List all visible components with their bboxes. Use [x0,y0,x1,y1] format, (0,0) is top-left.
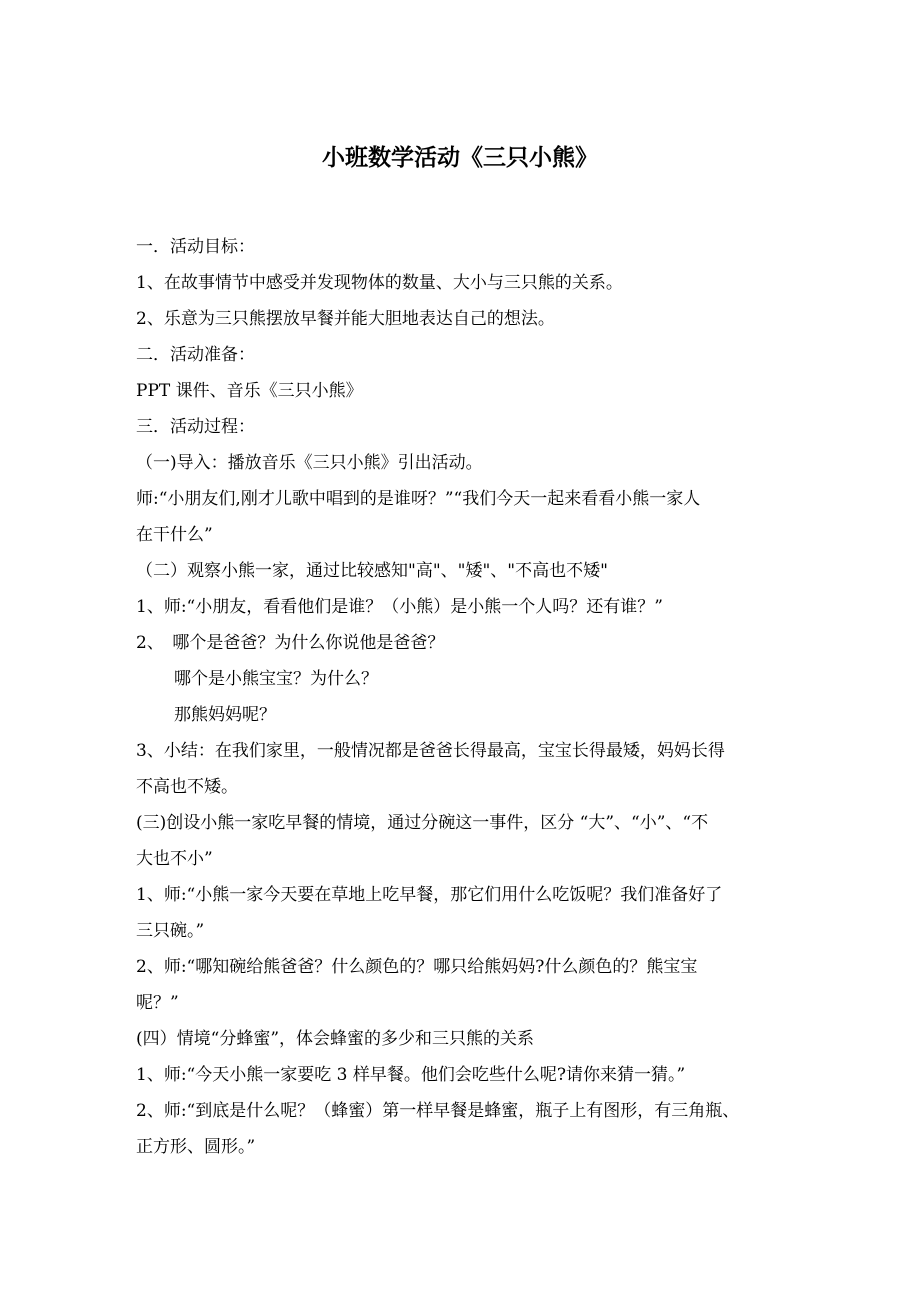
goal-item-1: 1、在故事情节中感受并发现物体的数量、大小与三只熊的关系。 [136,273,623,293]
preparation-text: PPT 课件、音乐《三只小熊》 [136,381,363,401]
section-heading-goals: 一．活动目标： [136,237,255,257]
paragraph-line: 1、师:“小熊一家今天要在草地上吃早餐，那它们用什么吃饭呢？我们准备好了 [136,885,723,905]
process-step-4-heading: (四）情境“分蜂蜜”，体会蜂蜜的多少和三只熊的关系 [136,1029,535,1049]
section-heading-preparation: 二．活动准备： [136,345,255,365]
paragraph-line: 正方形、圆形。” [136,1137,256,1157]
paragraph-line: 2、师:“到底是什么呢？（蜂蜜）第一样早餐是蜂蜜，瓶子上有图形，有三角瓶、 [136,1101,740,1121]
paragraph-line: 师:“小朋友们,刚才儿歌中唱到的是谁呀？”“我们今天一起来看看小熊一家人 [136,489,701,509]
paragraph-line: 1、师:“今天小熊一家要吃 3 样早餐。他们会吃些什么呢?请你来猜一猜。” [136,1065,686,1085]
paragraph-line: 不高也不矮。 [136,777,238,797]
paragraph-line-indented: 那熊妈妈呢？ [174,705,276,725]
paragraph-line: 2、师:“哪知碗给熊爸爸？什么颜色的？哪只给熊妈妈?什么颜色的？熊宝宝 [136,957,698,977]
process-step-1-heading: （一)导入：播放音乐《三只小熊》引出活动。 [136,453,483,473]
paragraph-line: 大也不小” [136,849,213,869]
process-step-3-heading: (三)创设小熊一家吃早餐的情境，通过分碗这一事件，区分 “大”、“小”、“不 [136,813,709,833]
paragraph-line: 1、师:“小朋友，看看他们是谁？（小熊）是小熊一个人吗？还有谁？” [136,597,663,617]
document-body [136,229,784,1165]
process-step-2-heading: （二）观察小熊一家，通过比较感知"高"、"矮"、"不高也不矮" [136,561,608,581]
document-title: 小班数学活动《三只小熊》 [322,145,598,171]
goal-item-2: 2、乐意为三只熊摆放早餐并能大胆地表达自己的想法。 [136,309,555,329]
paragraph-line: 2、 哪个是爸爸？为什么你说他是爸爸？ [136,633,445,653]
paragraph-line: 在干什么” [136,525,213,545]
paragraph-line: 3、小结：在我们家里，一般情况都是爸爸长得最高，宝宝长得最矮，妈妈长得 [136,741,725,761]
paragraph-line: 呢？” [136,993,179,1013]
section-heading-process: 三．活动过程： [136,417,255,437]
paragraph-line-indented: 哪个是小熊宝宝？为什么？ [174,669,378,689]
paragraph-line: 三只碗。” [136,921,205,941]
